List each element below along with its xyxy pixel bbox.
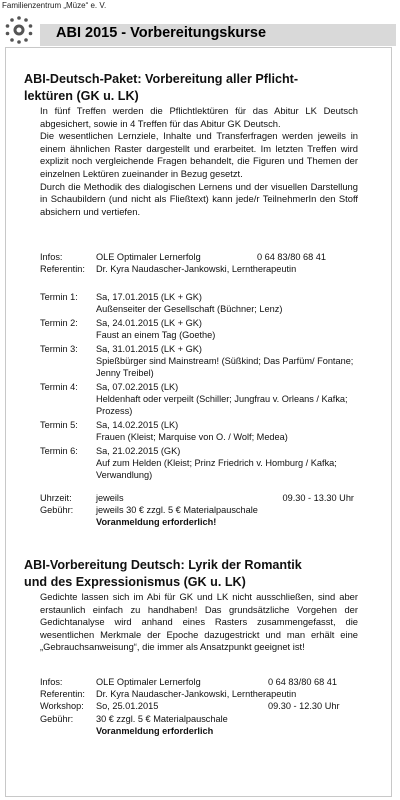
course1-uhrzeit-time: 09.30 - 13.30 Uhr	[282, 493, 354, 503]
term-topic: Auf zum Helden (Kleist; Prinz Friedrich v. Homburg / Kafka; Verwandlung)	[96, 458, 337, 481]
mueze-logo-icon	[4, 15, 34, 45]
term-date: Sa, 31.01.2015 (LK + GK)	[96, 343, 202, 354]
course2-infos-label: Infos:	[40, 677, 63, 687]
term-topic: Frauen (Kleist; Marquise von O. / Wolf; Medea)	[96, 432, 288, 443]
course2-title-line2: und des Expressionismus (GK u. LK)	[24, 575, 246, 589]
course1-referent-value: Dr. Kyra Naudascher-Jankowski, Lerntherapeutin	[96, 264, 297, 275]
term-label: Termin 6:	[40, 445, 78, 456]
course2-gebuehr-label: Gebühr:	[40, 713, 74, 724]
course1-gebuehr-value: jeweils 30 € zzgl. 5 € Materialpauschale	[96, 505, 258, 516]
course1-meta	[40, 492, 360, 529]
course2-workshop-time: 09.30 - 12.30 Uhr	[268, 701, 340, 712]
course2-infos-phone: 0 64 83/80 68 41	[268, 677, 337, 687]
term-label: Termin 2:	[40, 317, 78, 328]
course2-infos-value: OLE Optimaler Lernerfolg	[96, 677, 201, 687]
term-date: Sa, 14.02.2015 (LK)	[96, 420, 179, 431]
term-item	[40, 419, 360, 443]
term-label: Termin 5:	[40, 420, 78, 431]
organization-name: Familienzentrum „Müze“ e. V.	[2, 1, 107, 10]
course1-title-line1: ABI-Deutsch-Paket: Vorbereitung aller Pflicht-	[24, 72, 299, 86]
course2-referent-label: Referentin:	[40, 689, 85, 700]
course1-paragraph-3: Durch die Methodik des dialogischen Lernens und der visuellen Darstellung in Schaubildern (und nicht als Fließtext) kann jede/r TeilnehmerIn den Stoff absichern und vertiefen.	[40, 180, 358, 217]
course1-info	[40, 251, 360, 275]
course1-title	[24, 71, 298, 105]
term-label: Termin 3:	[40, 343, 78, 354]
course2-meta	[40, 676, 360, 737]
page-title: ABI 2015 - Vorbereitungskurse	[56, 25, 267, 41]
course2-description	[40, 591, 358, 654]
term-label: Termin 4:	[40, 381, 78, 392]
term-date: Sa, 07.02.2015 (LK)	[96, 381, 179, 392]
course2-workshop-value: So, 25.01.2015	[96, 701, 159, 712]
term-label: Termin 1:	[40, 292, 78, 302]
term-topic: Außenseiter der Gesellschaft (Büchner; Lenz)	[96, 304, 283, 315]
course1-referent-label: Referentin:	[40, 264, 85, 275]
course2-title	[24, 557, 302, 591]
term-item	[40, 317, 360, 341]
course1-uhrzeit-label: Uhrzeit:	[40, 493, 72, 503]
course2-anmeldung: Voranmeldung erforderlich	[96, 725, 214, 736]
course1-uhrzeit-value: jeweils	[96, 493, 124, 503]
term-date: Sa, 17.01.2015 (LK + GK)	[96, 292, 202, 302]
course1-schedule	[40, 291, 360, 483]
course2-gebuehr-value: 30 € zzgl. 5 € Materialpauschale	[96, 713, 228, 724]
term-topic: Faust an einem Tag (Goethe)	[96, 330, 216, 341]
course2-paragraph-1: Gedichte lassen sich im Abi für GK und LK nicht ausschließen, sind aber erstaunlich einfach zu handhaben! Das grundsätzliche Vorgehen der Gedichtanalyse wird anhand eines Rasters zusammengefasst, die wesentlichen Merkmale der Epoche dazugestrickt und man erhält eine „Gebrauchsanweisung“, die immer als Ansatzpunkt geeignet ist!	[40, 591, 358, 653]
course1-anmeldung: Voranmeldung erforderlich!	[96, 517, 217, 528]
term-date: Sa, 21.02.2015 (GK)	[96, 445, 181, 456]
course2-workshop-label: Workshop:	[40, 701, 84, 712]
course1-gebuehr-label: Gebühr:	[40, 505, 74, 516]
term-topic: Heldenhaft oder verpeilt (Schiller; Jungfrau v. Orleans / Kafka; Prozess)	[96, 394, 348, 417]
course1-infos-label: Infos:	[40, 252, 63, 262]
course1-paragraph-2: Die wesentlichen Lernziele, Inhalte und Transferfragen werden jeweils in einem ähnlichen Raster dargestellt und erarbeitet. Im letzten Treffen wird explizit noch vergleichende Fragen behandelt, die Figuren und Themen der einzelnen Lektüren zueinander in Bezug gesetzt.	[40, 130, 358, 179]
course1-infos-phone: 0 64 83/80 68 41	[257, 252, 326, 262]
course1-title-line2: lektüren (GK u. LK)	[24, 89, 139, 103]
term-topic: Spießbürger sind Mainstream! (Süßkind; Das Parfüm/ Fontane; Jenny Treibel)	[96, 356, 354, 379]
term-date: Sa, 24.01.2015 (LK + GK)	[96, 317, 202, 328]
course1-description	[40, 105, 358, 218]
course2-title-line1: ABI-Vorbereitung Deutsch: Lyrik der Romantik	[24, 558, 302, 572]
term-item	[40, 445, 360, 482]
term-item	[40, 291, 360, 315]
term-item	[40, 381, 360, 418]
course2-referent-value: Dr. Kyra Naudascher-Jankowski, Lerntherapeutin	[96, 689, 297, 700]
course1-paragraph-1: In fünf Treffen werden die Pflichtlektüren für das Abitur LK Deutsch abgesichert, sowie in 4 Treffen für das Abitur GK Deutsch.	[40, 105, 358, 129]
course1-infos-value: OLE Optimaler Lernerfolg	[96, 252, 201, 262]
term-item	[40, 343, 360, 380]
